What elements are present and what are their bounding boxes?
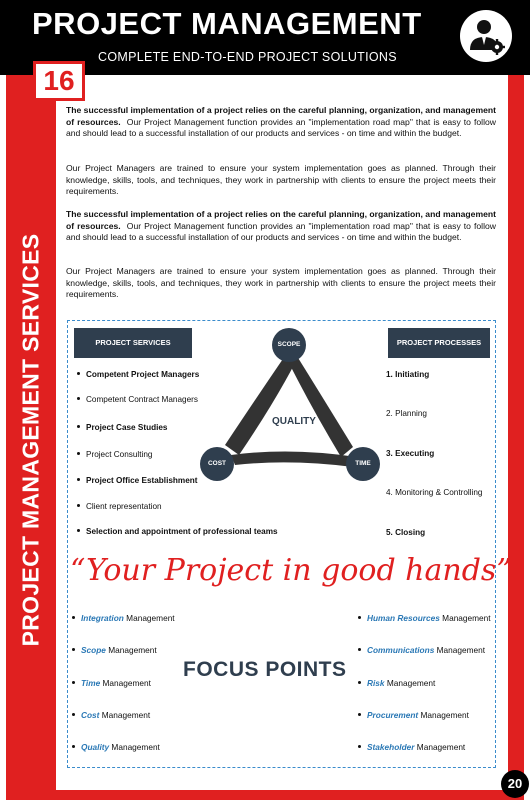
page-number: 20 xyxy=(501,770,529,798)
page-subtitle: COMPLETE END-TO-END PROJECT SOLUTIONS xyxy=(98,50,397,64)
quality-label: QUALITY xyxy=(272,416,316,427)
focus-point-item: Integration Management xyxy=(72,613,175,623)
process-item: 4. Monitoring & Controlling xyxy=(386,488,483,497)
focus-point-item: Time Management xyxy=(72,678,151,688)
focus-point-item: Communications Management xyxy=(358,645,485,655)
intro-lead: The successful implementation of a project relies on the careful planning, organization, and management of resources. xyxy=(66,105,496,127)
services-label: PROJECT SERVICES xyxy=(74,328,192,358)
service-item: Project Consulting xyxy=(74,450,152,459)
focus-point-item: Risk Management xyxy=(358,678,435,688)
intro-text: Our Project Managers are trained to ensure your system implementation goes as planned. Through their knowledge, skills, tools, and techniques, they work in partnership with clients to ensure the project meets their requirements. xyxy=(66,266,496,300)
service-item: Competent Contract Managers xyxy=(74,395,198,404)
intro-text: Our Project Management function provides an "implementation road map" that is easy to follow and should lead to a successful installation of our products and services - on time and within the budget. xyxy=(66,220,496,243)
focus-point-item: Quality Management xyxy=(72,742,160,752)
time-node: TIME xyxy=(346,447,380,481)
section-number: 16 xyxy=(43,65,75,96)
process-item: 1. Initiating xyxy=(386,370,430,379)
service-item: Client representation xyxy=(74,502,162,511)
page-title: PROJECT MANAGEMENT xyxy=(32,6,422,41)
processes-label: PROJECT PROCESSES xyxy=(388,328,490,358)
focus-point-item: Stakeholder Management xyxy=(358,742,465,752)
section-number-badge xyxy=(33,61,85,101)
intro-paragraph xyxy=(66,209,496,244)
scope-node: SCOPE xyxy=(272,328,306,362)
intro-paragraph xyxy=(66,266,496,301)
process-item: 2. Planning xyxy=(386,409,427,418)
focus-point-item: Scope Management xyxy=(72,645,157,655)
side-title: PROJECT MANAGEMENT SERVICES xyxy=(17,233,44,647)
intro-paragraph xyxy=(66,163,496,198)
service-item: Competent Project Managers xyxy=(74,370,199,379)
focus-point-item: Cost Management xyxy=(72,710,150,720)
service-item: Project Office Establishment xyxy=(74,476,197,485)
cost-node: COST xyxy=(200,447,234,481)
intro-text: Our Project Management function provides an "implementation road map" that is easy to follow and should lead to a successful installation of our products and services - on time and within the budget. xyxy=(66,116,496,139)
manager-gear-icon xyxy=(460,10,512,62)
intro-paragraph xyxy=(66,105,496,140)
intro-text: Our Project Managers are trained to ensure your system implementation goes as planned. Through their knowledge, skills, tools, and techniques, they work in partnership with clients to ensure the project meets their requirements. xyxy=(66,163,496,197)
service-item: Selection and appointment of professional teams xyxy=(74,527,278,536)
service-item: Project Case Studies xyxy=(74,423,167,432)
focus-points-title: FOCUS POINTS xyxy=(183,658,347,681)
process-item: 3. Executing xyxy=(386,449,435,458)
process-item: 5. Closing xyxy=(386,528,426,537)
focus-point-item: Procurement Management xyxy=(358,710,469,720)
slogan: “Your Project in good hands” xyxy=(70,553,512,588)
intro-lead: The successful implementation of a project relies on the careful planning, organization, and management of resources. xyxy=(66,209,496,231)
focus-point-item: Human Resources Management xyxy=(358,613,491,623)
